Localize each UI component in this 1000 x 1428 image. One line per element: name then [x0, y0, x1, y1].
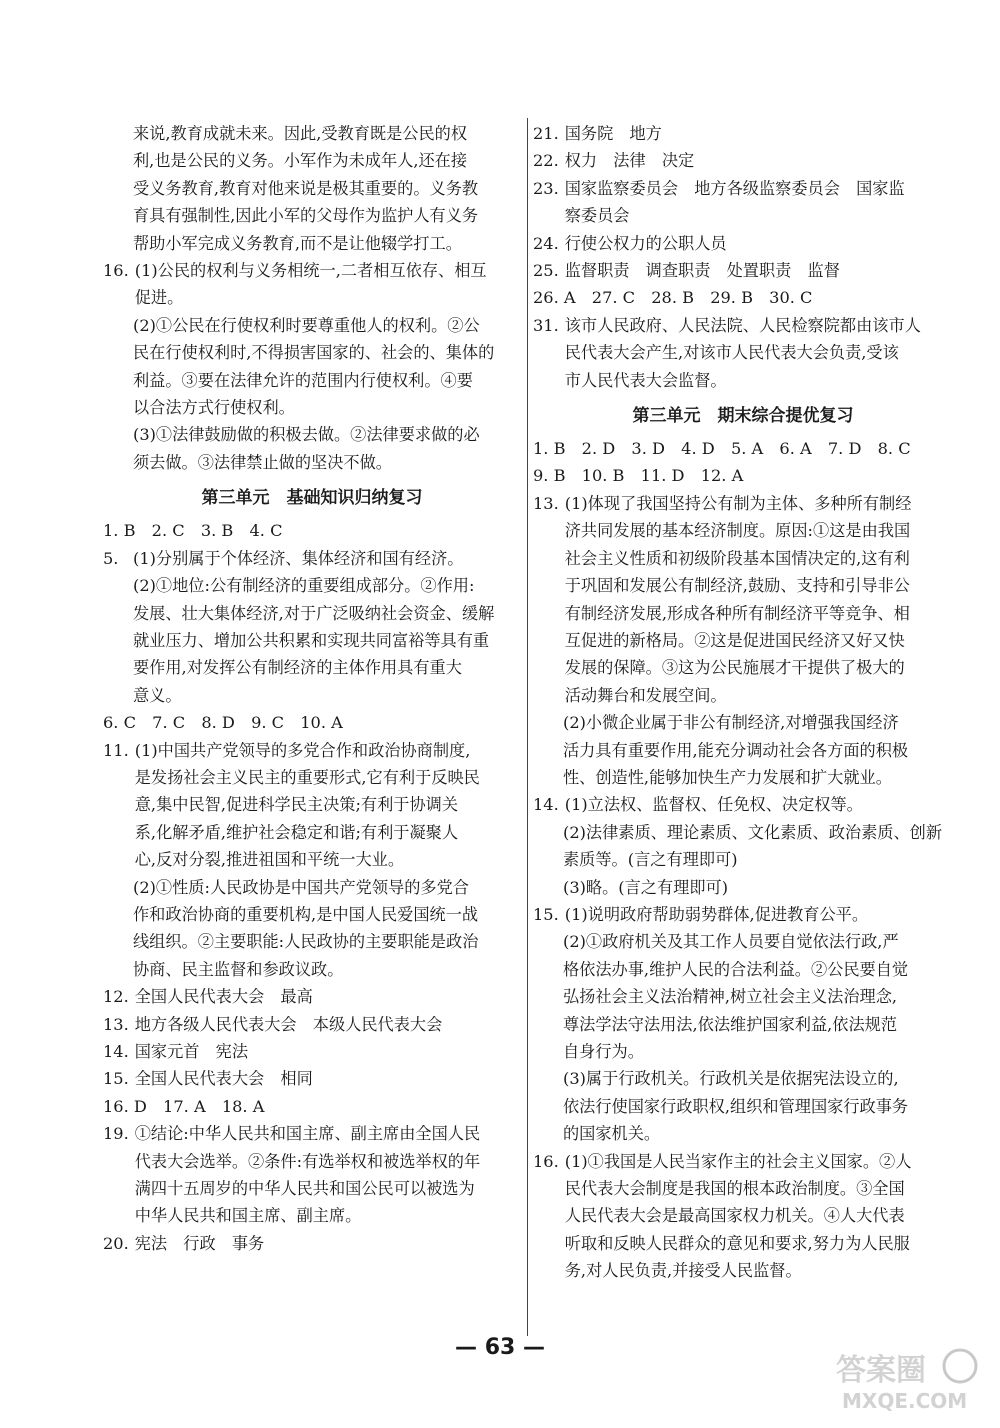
answer-item — [103, 1011, 521, 1038]
item-body — [565, 147, 953, 174]
text-line: 社会主义性质和初级阶段基本国情决定的,这有利 — [564, 548, 910, 568]
answer-item — [103, 1120, 521, 1230]
answer-line — [103, 709, 521, 736]
item-number: 20. — [103, 1233, 129, 1253]
text-line: 利,也是公民的义务。小军作为未成年人,还在接 — [133, 151, 468, 171]
text-line: 来说,教育成就未来。因此,受教育既是公民的权 — [133, 124, 468, 143]
text-line: 受义务教育,教育对他来说是极其重要的。义务教 — [133, 178, 479, 198]
item-number: 14. — [533, 795, 559, 815]
text-line: 以合法方式行使权利。 — [133, 398, 295, 418]
item-number: 19. — [103, 1124, 129, 1144]
text-line: 帮助小军完成义务教育,而不是让他辍学打工。 — [133, 233, 462, 253]
item-body — [135, 1065, 521, 1092]
answer-line — [103, 1093, 521, 1120]
answer-item — [533, 120, 953, 147]
text-line: 互促进的新格局。②这是促进国民经济又好又快 — [564, 630, 905, 650]
text-line: 活力具有重要作用,能充分调动社会各方面的积极 — [563, 740, 909, 760]
text-line: 发展的保障。③这为公民施展才干提供了极大的 — [564, 658, 905, 678]
item-body — [565, 901, 953, 928]
answer-item — [103, 1065, 521, 1092]
item-body — [565, 490, 953, 709]
item-number: 12. — [103, 987, 129, 1007]
text-line: 宪法 行政 事务 — [134, 1233, 265, 1253]
item-body — [135, 1230, 521, 1257]
text-line: (1)中国共产党领导的多党合作和政治协商制度, — [134, 740, 471, 760]
text-line: 听取和反映人民群众的意见和要求,努力为人民服 — [564, 1233, 910, 1253]
item-body — [135, 257, 521, 312]
text-line: 弘扬社会主义法治精神,树立社会主义法治理念, — [563, 987, 898, 1007]
text-line: 育具有强制性,因此小军的父母作为监护人有义务 — [133, 206, 479, 226]
text-line: 须去做。③法律禁止做的坚决不做。 — [133, 452, 392, 472]
text-line: 监督职责 调查职责 处置职责 监督 — [564, 261, 840, 281]
page-number: — 63 — — [455, 1335, 545, 1360]
item-number: 16. — [533, 1151, 559, 1171]
text-line: 要作用,对发挥公有制经济的主体作用具有重大 — [133, 658, 462, 678]
text-line: 全国人民代表大会 最高 — [134, 987, 313, 1007]
item-body — [135, 983, 521, 1010]
item-number: 21. — [533, 124, 559, 143]
text-line: 权力 法律 决定 — [564, 151, 695, 171]
item-number: 15. — [533, 904, 559, 924]
text-line: 1. B 2. D 3. D 4. D 5. A 6. A 7. D 8. C — [533, 439, 911, 459]
text-line: 协商、民主监督和参政议政。 — [133, 959, 344, 979]
watermark-graphic — [832, 1344, 982, 1416]
answer-item — [533, 791, 953, 818]
text-line: ①结论:中华人民共和国主席、副主席由全国人民 — [134, 1124, 481, 1144]
text-line: 素质等。(言之有理即可) — [563, 850, 738, 870]
text-line: 民代表大会产生,对该市人民代表大会负责,受该 — [564, 343, 899, 363]
item-body — [565, 257, 953, 284]
text-line: 线组织。②主要职能:人民政协的主要职能是政治 — [133, 932, 479, 952]
answer-item — [533, 175, 953, 230]
text-line: 国家元首 宪法 — [134, 1042, 249, 1061]
item-number: 11. — [103, 740, 129, 760]
watermark-text-url: MXQE.COM — [842, 1389, 968, 1413]
item-body — [135, 1011, 521, 1038]
section-heading: 第三单元 期末综合提优复习 — [632, 406, 854, 427]
text-line: 依法行使国家行政职权,组织和管理国家行政事务 — [563, 1096, 909, 1116]
item-number: 25. — [533, 261, 559, 281]
text-line: 是发扬社会主义民主的重要形式,它有利于反映民 — [134, 767, 480, 787]
text-line: (2)①公民在行使权利时要尊重他人的权利。②公 — [133, 315, 480, 335]
item-number: 22. — [533, 151, 559, 171]
item-number: 31. — [533, 315, 559, 335]
item-body — [565, 175, 953, 230]
answer-paragraph — [533, 1065, 953, 1147]
item-number: 24. — [533, 233, 559, 253]
text-line: 意,集中民智,促进科学民主决策;有利于协调关 — [134, 795, 459, 815]
text-line: 就业压力、增加公共积累和实现共同富裕等具有重 — [133, 630, 490, 650]
text-line: 务,对人民负责,并接受人民监督。 — [564, 1261, 802, 1281]
item-body — [135, 1120, 521, 1230]
answer-line — [533, 284, 953, 311]
text-line: 26. A 27. C 28. B 29. B 30. C — [533, 288, 813, 308]
watermark-logo — [832, 1344, 982, 1416]
answer-item — [103, 737, 521, 874]
item-number: 15. — [103, 1069, 129, 1089]
text-line: (3)略。(言之有理即可) — [563, 877, 729, 897]
text-line: (2)①政府机关及其工作人员要自觉依法行政,严 — [563, 932, 899, 952]
answer-item — [533, 312, 953, 394]
item-body — [565, 1148, 953, 1285]
left-column — [103, 120, 521, 1257]
text-line: (1)①我国是人民当家作主的社会主义国家。②人 — [564, 1151, 912, 1171]
answer-item — [533, 257, 953, 284]
item-number: 23. — [533, 178, 559, 198]
item-number: 14. — [103, 1042, 129, 1061]
answer-item — [103, 1038, 521, 1065]
text-line: (2)①性质:人民政协是中国共产党领导的多党合 — [133, 877, 469, 897]
item-body — [135, 737, 521, 874]
text-line: (3)①法律鼓励做的积极去做。②法律要求做的必 — [133, 425, 480, 445]
text-line: 全国人民代表大会 相同 — [134, 1069, 313, 1089]
text-line: 该市人民政府、人民法院、人民检察院都由该市人 — [564, 315, 921, 335]
text-line: 性、创造性,能够加快生产力发展和扩大就业。 — [563, 767, 892, 787]
item-number: 5. — [103, 548, 119, 568]
answer-paragraph — [103, 421, 521, 476]
text-line: (3)属于行政机关。行政机关是依据宪法设立的, — [563, 1069, 899, 1089]
text-line: 促进。 — [134, 288, 184, 308]
answer-item — [533, 230, 953, 257]
text-line: (2)小微企业属于非公有制经济,对增强我国经济 — [563, 713, 899, 733]
item-body — [135, 1038, 521, 1065]
answer-item — [533, 490, 953, 709]
text-line: 尊法学法守法用法,依法维护国家利益,依法规范 — [563, 1014, 898, 1034]
item-number: 13. — [103, 1014, 129, 1034]
text-line: 1. B 2. C 3. B 4. C — [103, 521, 283, 541]
item-body — [565, 120, 953, 147]
answer-line — [103, 517, 521, 544]
item-body — [565, 791, 953, 818]
text-line: 意义。 — [133, 685, 182, 705]
text-line: 自身行为。 — [563, 1042, 644, 1061]
item-body — [133, 545, 521, 572]
text-line: 活动舞台和发展空间。 — [564, 685, 727, 705]
text-line: 市人民代表大会监督。 — [564, 370, 727, 390]
answer-item — [533, 1148, 953, 1285]
text-line: 代表大会选举。②条件:有选举权和被选举权的年 — [134, 1151, 481, 1171]
text-line: 系,化解矛盾,维护社会稳定和谐;有利于凝聚人 — [134, 822, 459, 842]
answer-paragraph — [533, 874, 953, 901]
text-line: 于巩固和发展公有制经济,鼓励、支持和引导非公 — [564, 576, 910, 596]
section-heading: 第三单元 基础知识归纳复习 — [201, 488, 423, 509]
answer-item — [103, 1230, 521, 1257]
answer-item — [103, 545, 521, 572]
item-number: 16. — [103, 261, 129, 281]
answer-line — [533, 435, 953, 490]
answer-item — [533, 147, 953, 174]
answer-paragraph — [533, 928, 953, 1065]
text-line: 国家监察委员会 地方各级监察委员会 国家监 — [564, 178, 905, 198]
column-divider — [527, 118, 528, 1336]
right-column — [533, 120, 953, 1285]
answer-paragraph — [103, 312, 521, 422]
item-number: 13. — [533, 493, 559, 513]
text-line: (1)立法权、监督权、任免权、决定权等。 — [564, 795, 863, 815]
text-line: 国务院 地方 — [564, 124, 662, 143]
text-line: (1)分别属于个体经济、集体经济和国有经济。 — [133, 548, 464, 568]
text-line: 民代表大会制度是我国的根本政治制度。③全国 — [564, 1179, 905, 1199]
watermark-text-cn: 答案圈 — [836, 1353, 926, 1388]
answer-item — [533, 901, 953, 928]
text-line: (1)说明政府帮助弱势群体,促进教育公平。 — [564, 904, 869, 924]
text-line: 的国家机关。 — [563, 1124, 661, 1144]
text-line: 行使公权力的公职人员 — [564, 233, 727, 253]
text-line: 9. B 10. B 11. D 12. A — [533, 466, 744, 486]
text-line: 人民代表大会是最高国家权力机关。④人大代表 — [564, 1206, 905, 1226]
text-line: (1)体现了我国坚持公有制为主体、多种所有制经 — [564, 493, 912, 513]
text-line: 地方各级人民代表大会 本级人民代表大会 — [134, 1014, 443, 1034]
answer-paragraph — [103, 120, 521, 257]
answer-item — [103, 257, 521, 312]
text-line: 民在行使权利时,不得损害国家的、社会的、集体的 — [133, 343, 495, 363]
text-line: 利益。③要在法律允许的范围内行使权利。④要 — [133, 370, 473, 390]
text-line: 察委员会 — [564, 206, 630, 226]
item-body — [565, 312, 953, 394]
answer-paragraph — [103, 572, 521, 709]
text-line: 中华人民共和国主席、副主席。 — [134, 1206, 362, 1226]
answer-paragraph — [533, 709, 953, 791]
text-line: 有制经济发展,形成各种所有制经济平等竞争、相 — [564, 603, 910, 623]
item-body — [565, 230, 953, 257]
text-line: 6. C 7. C 8. D 9. C 10. A — [103, 713, 343, 733]
text-line: (1)公民的权利与义务相统一,二者相互依存、相互 — [134, 261, 487, 281]
text-line: 满四十五周岁的中华人民共和国公民可以被选为 — [134, 1179, 475, 1199]
text-line: 作和政治协商的重要机构,是中国人民爱国统一战 — [133, 904, 479, 924]
answer-paragraph — [103, 874, 521, 984]
text-line: 发展、壮大集体经济,对于广泛吸纳社会资金、缓解 — [133, 603, 495, 623]
text-line: 格依法办事,维护人民的合法利益。②公民要自觉 — [563, 959, 909, 979]
answer-paragraph — [533, 819, 953, 874]
text-line: 济共同发展的基本经济制度。原因:①这是由我国 — [564, 521, 911, 541]
answer-item — [103, 983, 521, 1010]
text-line: (2)①地位:公有制经济的重要组成部分。②作用: — [133, 576, 475, 596]
text-line: 16. D 17. A 18. A — [103, 1096, 265, 1116]
text-line: (2)法律素质、理论素质、文化素质、政治素质、创新 — [563, 822, 943, 842]
text-line: 心,反对分裂,推进祖国和平统一大业。 — [134, 850, 405, 870]
